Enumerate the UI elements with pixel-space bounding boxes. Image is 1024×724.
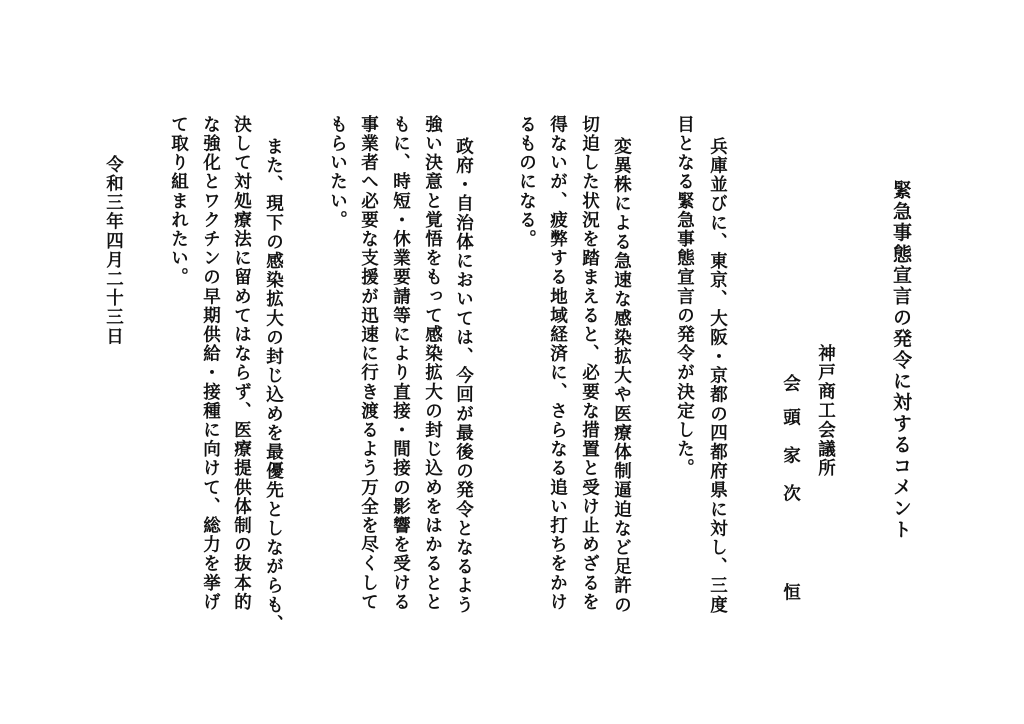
body-line: な強化とワクチンの早期供給・接種に向けて、総力を挙げ: [200, 115, 221, 612]
author-family-name: 家: [780, 446, 801, 466]
author-position-2: 頭: [780, 408, 801, 428]
body-line: もに、時短・休業要請等により直接・間接の影響を受ける: [390, 115, 411, 612]
body-line: 目となる緊急事態宣言の発令が決定した。: [674, 115, 695, 478]
body-line: 変異株による急速な感染拡大や医療体制逼迫など足許の: [611, 137, 632, 615]
author-given-name-1: 次: [780, 484, 801, 504]
body-line: 兵庫並びに、東京、大阪・京都の四都府県に対し、三度: [707, 137, 728, 615]
body-line: るものになる。: [516, 115, 537, 249]
body-line: 政府・自治体においては、今回が最後の発令となるよう: [453, 137, 474, 615]
body-line: て取り組まれたい。: [168, 115, 189, 287]
body-line: 得ないが、疲弊する地域経済に、さらなる追い打ちをかけ: [547, 115, 568, 612]
author-given-name-2: 恒: [780, 583, 801, 603]
body-line: 強い決意と覚悟をもって感染拡大の封じ込めをはかるとと: [422, 115, 443, 612]
body-line: もらいたい。: [327, 115, 348, 230]
body-line: 切迫した状況を踏まえると、必要な措置と受け止めざるを: [579, 115, 600, 612]
organization-name: 神戸商工会議所: [815, 344, 836, 478]
author-position-1: 会: [780, 374, 801, 394]
body-line: 決して対処療法に留めてはならず、医療提供体制の抜本的: [231, 115, 252, 612]
body-line: 事業者へ必要な支援が迅速に行き渡るよう万全を尽くして: [358, 115, 379, 612]
document-date: 令和三年四月二十三日: [103, 155, 124, 346]
document-title: 緊急事態宣言の発令に対するコメント: [890, 180, 912, 541]
body-line: また、現下の感染拡大の封じ込めを最優先としながらも、: [263, 137, 284, 634]
